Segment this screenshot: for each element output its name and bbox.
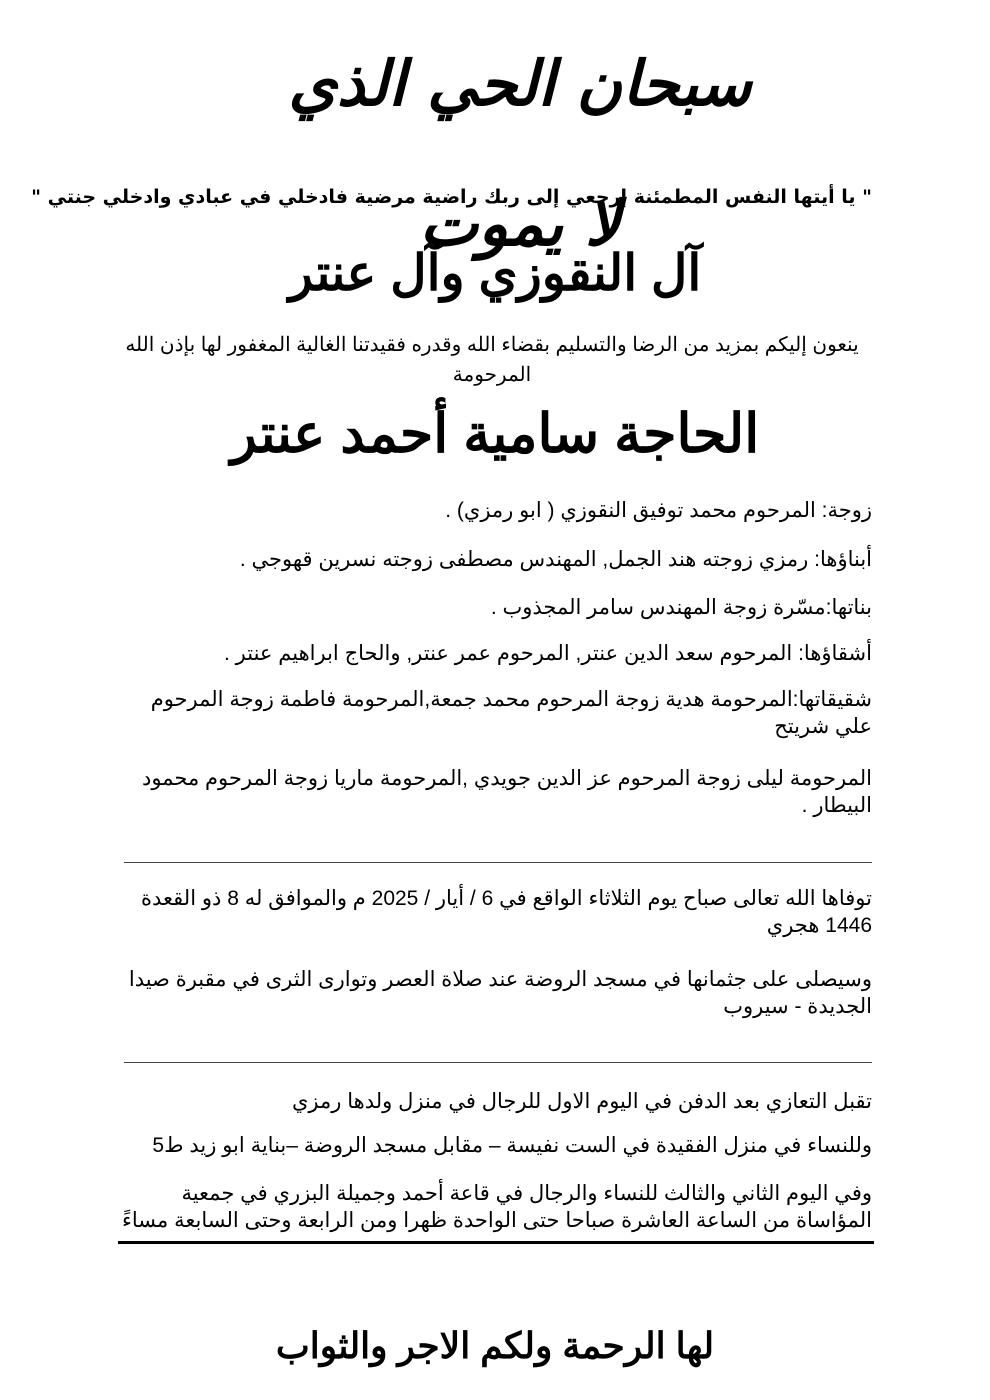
calligraphy-header: سبحان الحي الذي لا يموت bbox=[288, 47, 752, 260]
condolence-first-day: تقبل التعازي بعد الدفن في اليوم الاول للرجال في منزل ولدها رمزي bbox=[291, 1090, 872, 1113]
divider bbox=[124, 862, 872, 863]
condolence-women: وللنساء في منزل الفقيدة في الست نفيسة – مقابل مسجد الروضة –بناية ابو زيد ط5 bbox=[152, 1134, 872, 1157]
relative-husband: زوجة: المرحوم محمد توفيق النقوزي ( ابو رمزي) . bbox=[445, 499, 872, 522]
closing-phrase: لها الرحمة ولكم الاجر والثواب bbox=[275, 1325, 715, 1366]
relative-sisters: شقيقاتها:المرحومة هدية زوجة المرحوم محمد جمعة,المرحومة فاطمة زوجة المرحوم علي شريتح bbox=[150, 688, 872, 738]
divider bbox=[124, 1062, 872, 1063]
family-title: آل النقوزي وآل عنتر bbox=[288, 245, 702, 301]
quran-verse: " يا أيتها النفس المطمئنة إرجعي إلى ربك راضية مرضية فادخلي في عبادي وادخلي جنتي " bbox=[31, 186, 872, 208]
condolence-days-2-3: وفي اليوم الثاني والثالث للنساء والرجال في قاعة أحمد وجميلة البزري في جمعية المؤاساة من الساعة العاشرة صباحا حتى الواحدة ظهرا ومن الرابعة وحتى السابعة مساءً bbox=[122, 1182, 872, 1232]
relative-daughters: بناتها:مسّرة زوجة المهندس سامر المجذوب . bbox=[490, 596, 872, 619]
announcement-text: ينعون إليكم بمزيد من الرضا والتسليم بقضاء الله وقدره فقيدتنا الغالية المغفور لها بإذن الله المرحومة bbox=[125, 334, 859, 386]
death-date: توفاها الله تعالى صباح يوم الثلاثاء الواقع في 6 / أيار / 2025 م والموافق له 8 ذو القعدة 1446 هجري bbox=[141, 887, 872, 937]
relative-sisters-cont: المرحومة ليلى زوجة المرحوم عز الدين جويدي ,المرحومة ماريا زوجة المرحوم محمود البيطار . bbox=[142, 767, 872, 817]
relative-sons: أبناؤها: رمزي زوجته هند الجمل, المهندس مصطفى زوجته نسرين قهوجي . bbox=[239, 548, 872, 571]
prayer-burial: وسيصلى على جثمانها في مسجد الروضة عند صلاة العصر وتوارى الثرى في مقبرة صيدا الجديدة - سيروب bbox=[128, 968, 872, 1018]
relative-brothers: أشقاؤها: المرحوم سعد الدين عنتر, المرحوم عمر عنتر, والحاج ابراهيم عنتر . bbox=[223, 642, 872, 665]
bottom-divider bbox=[118, 1241, 874, 1244]
deceased-name: الحاجة سامية أحمد عنتر bbox=[230, 404, 760, 464]
